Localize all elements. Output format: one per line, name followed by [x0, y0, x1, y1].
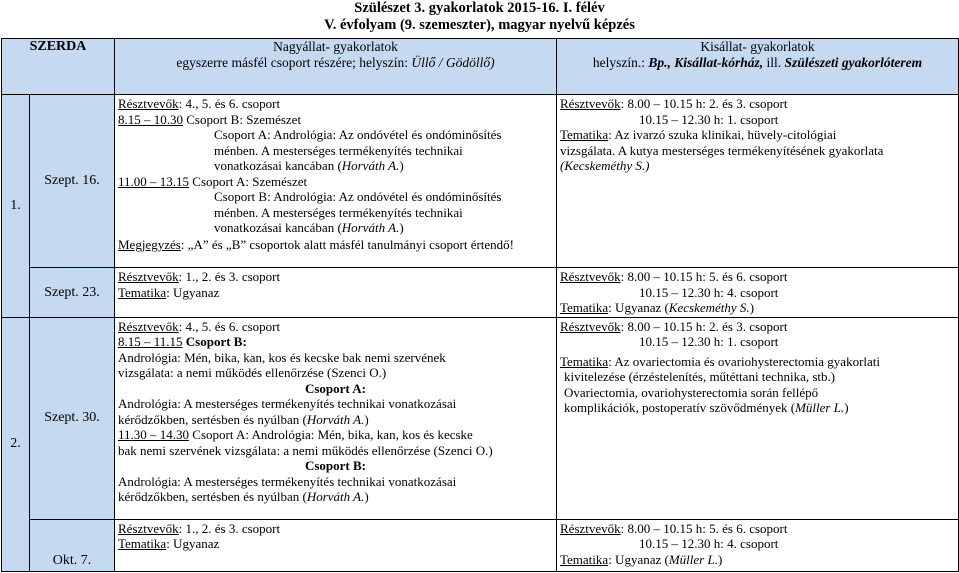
table-row	[2, 95, 959, 268]
participants-line: Résztvevők: 8.00 – 10.15 h: 5. és 6. csoport	[560, 269, 788, 284]
table-row	[2, 519, 959, 571]
small-animal-cell	[557, 317, 959, 519]
text-line: vizsgálata: a nemi működés ellenőrzése (Szenci O.)	[118, 365, 387, 380]
small-animal-cell	[557, 95, 959, 268]
time-line: 10.15 – 12.30 h: 1. csoport	[639, 334, 779, 349]
week-number: 1.	[2, 95, 30, 318]
instructor-line: (Kecskeméthy S.)	[560, 158, 650, 173]
participants-line: Résztvevők: 8.00 – 10.15 h: 2. és 3. csoport	[560, 318, 788, 334]
text-line: vizsgálata. A kutya mesterséges termékenyítésének gyakorlata	[560, 142, 884, 158]
small-animal-title: Kisállat- gyakorlatok	[700, 39, 815, 54]
topic-line: Tematika: Az ovariectomia és ovariohysterectomia gyakorlati	[560, 353, 881, 369]
time-line: 10.15 – 12.30 h: 4. csoport	[639, 536, 779, 551]
topic-line: Tematika: Ugyanaz (Kecskeméthy S.)	[560, 300, 755, 315]
text-line: kivitelezése (érzéstelenítés, műtéttani technika, stb.)	[564, 369, 836, 384]
week-number: 2.	[2, 317, 30, 571]
topic-line: Tematika: Ugyanaz	[118, 284, 220, 300]
date-cell: Okt. 7.	[30, 519, 115, 571]
group-line: Csoport B: Andrológia: Az ondóvétel és ondóminősítés	[214, 189, 502, 204]
text-line: Ovariectomia, ovariohysterectomia során fellépő	[564, 384, 819, 400]
text-line: Andrológia: A mesterséges termékenyítés technikai vonatkozásai	[118, 473, 457, 489]
text-line: Andrológia: A mesterséges termékenyítés technikai vonatkozásai	[118, 396, 457, 411]
large-animal-cell	[115, 317, 557, 519]
text-line: kérődzőkben, sertésben és nyúlban (Horváth A.)	[118, 411, 369, 427]
topic-line: Tematika: Ugyanaz (Müller L.)	[560, 551, 723, 567]
group-line: Csoport B:	[304, 458, 367, 473]
participants-line: Résztvevők: 8.00 – 10.15 h: 5. és 6. csoport	[560, 520, 788, 536]
text-line: ménben. A mesterséges termékenyítés technikai	[214, 204, 463, 220]
time-line: 11.00 – 13.15 Csoport A: Szemészet	[118, 173, 308, 189]
time-line: 8.15 – 11.15 Csoport B:	[118, 334, 247, 349]
time-line: 10.15 – 12.30 h: 4. csoport	[639, 284, 779, 300]
participants-line: Résztvevők: 1., 2. és 3. csoport	[118, 269, 281, 284]
topic-line: Tematika: Az ivarzó szuka klinikai, hüvely-citológiai	[560, 127, 837, 142]
text-line: komplikációk, postoperatív szövődmények (Müller L.)	[564, 400, 849, 415]
small-animal-header	[557, 39, 959, 95]
small-animal-cell	[557, 519, 959, 571]
text-line: kérődzőkben, sertésben és nyúlban (Horváth A.)	[118, 489, 369, 504]
page-title: Szülészet 3. gyakorlatok 2015-16. I. félév	[354, 0, 605, 16]
time-line: 8.15 – 10.30 Csoport B: Szemészet	[118, 111, 302, 127]
date-cell: Szept. 23.	[30, 268, 115, 318]
large-animal-cell	[115, 268, 557, 318]
note-line: Megjegyzés: „A” és „B” csoportok alatt másfél tanulmányi csoport értendő!	[118, 236, 515, 252]
participants-line: Résztvevők: 1., 2. és 3. csoport	[118, 520, 281, 536]
time-line: 10.15 – 12.30 h: 1. csoport	[639, 111, 779, 127]
schedule-table	[1, 38, 959, 572]
group-line: Csoport A: Andrológia: Az ondóvétel és ondóminősítés	[214, 127, 502, 142]
text-line: bak nemi szervének vizsgálata: a nemi működés ellenőrzése (Szenci O.)	[118, 442, 493, 458]
date-cell: Szept. 30.	[30, 317, 115, 519]
small-animal-cell	[557, 268, 959, 318]
text-line: vonatkozásai kancában (Horváth A.)	[214, 158, 404, 173]
large-animal-header	[115, 39, 557, 95]
date-cell: Szept. 16.	[30, 95, 115, 268]
time-line: 11.30 – 14.30 Csoport A: Andrológia: Mén, bika, kan, kos és kecske	[118, 427, 473, 442]
topic-line: Tematika: Ugyanaz	[118, 536, 220, 551]
day-header: SZERDA	[2, 39, 115, 95]
participants-line: Résztvevők: 4., 5. és 6. csoport	[118, 96, 281, 111]
text-line: Andrológia: Mén, bika, kan, kos és kecske bak nemi szervének	[118, 349, 446, 365]
large-animal-cell	[115, 95, 557, 268]
large-animal-cell	[115, 519, 557, 571]
participants-line: Résztvevők: 8.00 – 10.15 h: 2. és 3. csoport	[560, 96, 788, 111]
table-row	[2, 317, 959, 519]
table-header-row	[2, 39, 959, 95]
text-line: vonatkozásai kancában (Horváth A.)	[214, 220, 404, 235]
participants-line: Résztvevők: 4., 5. és 6. csoport	[118, 318, 281, 334]
page-subtitle: V. évfolyam (9. szemeszter), magyar nyelvű képzés	[324, 17, 635, 33]
large-animal-title: Nagyállat- gyakorlatok	[273, 39, 398, 54]
small-animal-subtitle: helyszín.: Bp., Kisállat-kórház, ill. Szülészeti gyakorlóterem	[592, 55, 923, 70]
group-line: Csoport A:	[304, 380, 367, 396]
table-row	[2, 268, 959, 318]
text-line: ménben. A mesterséges termékenyítés technikai	[214, 142, 463, 158]
large-animal-subtitle: egyszerre másfél csoport részére; helyszín: Üllő / Gödöllő)	[176, 55, 495, 70]
